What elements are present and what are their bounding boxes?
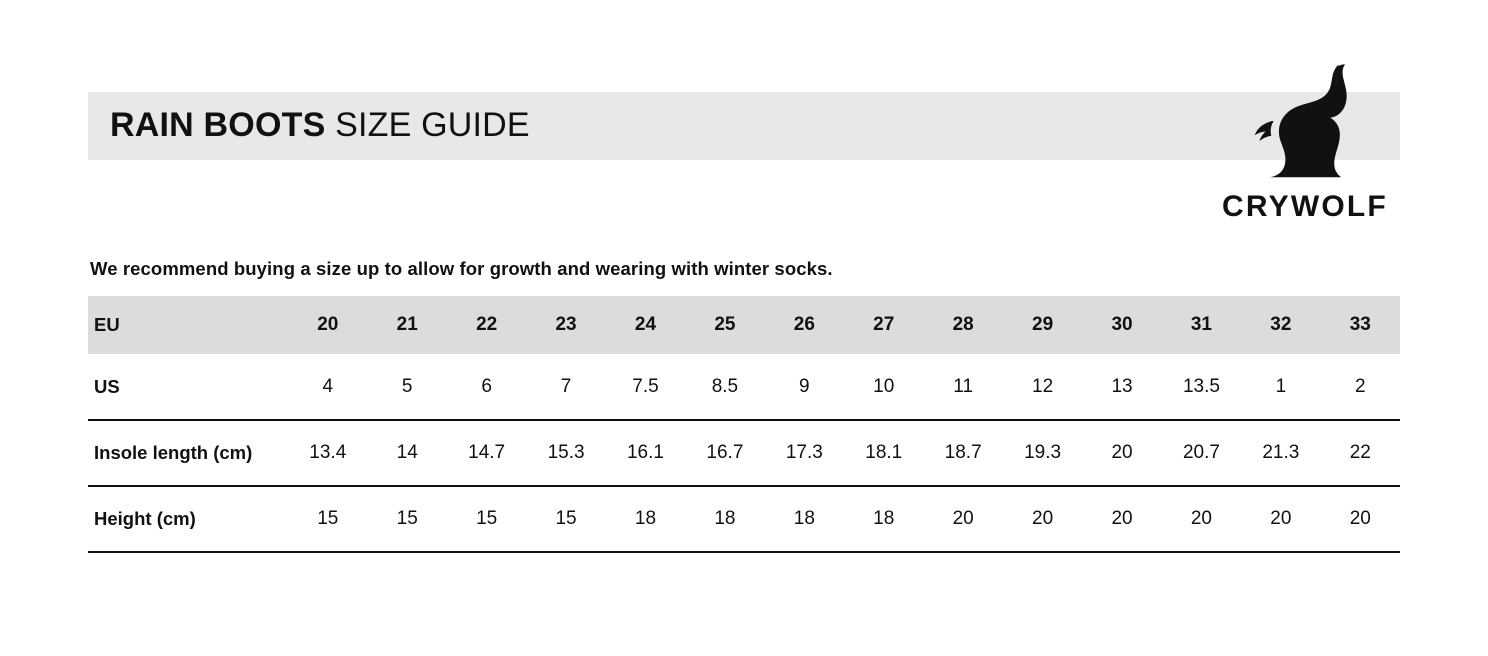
cell: 17.3 [765, 420, 844, 486]
brand-logo [1210, 60, 1400, 225]
cell: 26 [765, 296, 844, 354]
brand-name: CRYWOLF [1222, 190, 1388, 223]
cell: 18 [685, 486, 764, 552]
cell: 12 [1003, 354, 1082, 420]
row-label: US [88, 354, 288, 420]
cell: 13.4 [288, 420, 367, 486]
cell: 6 [447, 354, 526, 420]
cell: 15 [288, 486, 367, 552]
cell: 20 [923, 486, 1002, 552]
cell: 15 [526, 486, 605, 552]
cell: 15 [447, 486, 526, 552]
cell: 13.5 [1162, 354, 1241, 420]
cell: 31 [1162, 296, 1241, 354]
cell: 18.1 [844, 420, 923, 486]
howling-wolf-icon [1230, 60, 1380, 188]
cell: 30 [1082, 296, 1161, 354]
cell: 23 [526, 296, 605, 354]
table-row [88, 420, 1400, 486]
cell: 21 [368, 296, 447, 354]
cell: 14 [368, 420, 447, 486]
cell: 20 [1082, 486, 1161, 552]
cell: 18 [844, 486, 923, 552]
size-table [88, 296, 1400, 553]
cell: 8.5 [685, 354, 764, 420]
cell: 5 [368, 354, 447, 420]
cell: 15.3 [526, 420, 605, 486]
table-row [88, 354, 1400, 420]
cell: 21.3 [1241, 420, 1320, 486]
page-title-strong: RAIN BOOTS [110, 106, 326, 144]
cell: 24 [606, 296, 685, 354]
cell: 7.5 [606, 354, 685, 420]
cell: 11 [923, 354, 1002, 420]
cell: 32 [1241, 296, 1320, 354]
page-title [110, 103, 530, 147]
cell: 4 [288, 354, 367, 420]
cell: 28 [923, 296, 1002, 354]
size-table-wrapper [88, 296, 1400, 553]
cell: 29 [1003, 296, 1082, 354]
cell: 20 [1082, 420, 1161, 486]
cell: 20 [1321, 486, 1400, 552]
cell: 7 [526, 354, 605, 420]
cell: 33 [1321, 296, 1400, 354]
row-label: Insole length (cm) [88, 420, 288, 486]
cell: 1 [1241, 354, 1320, 420]
row-label: Height (cm) [88, 486, 288, 552]
cell: 20 [288, 296, 367, 354]
row-label: EU [88, 296, 288, 354]
table-row [88, 486, 1400, 552]
cell: 10 [844, 354, 923, 420]
recommendation-note: We recommend buying a size up to allow for growth and wearing with winter socks. [90, 258, 833, 279]
cell: 13 [1082, 354, 1161, 420]
cell: 22 [1321, 420, 1400, 486]
cell: 16.1 [606, 420, 685, 486]
cell: 18 [765, 486, 844, 552]
cell: 18 [606, 486, 685, 552]
cell: 27 [844, 296, 923, 354]
cell: 19.3 [1003, 420, 1082, 486]
cell: 20 [1003, 486, 1082, 552]
cell: 18.7 [923, 420, 1002, 486]
cell: 16.7 [685, 420, 764, 486]
cell: 20 [1162, 486, 1241, 552]
page-title-light: SIZE GUIDE [325, 106, 530, 144]
cell: 9 [765, 354, 844, 420]
cell: 22 [447, 296, 526, 354]
cell: 20.7 [1162, 420, 1241, 486]
table-row [88, 296, 1400, 354]
cell: 25 [685, 296, 764, 354]
cell: 2 [1321, 354, 1400, 420]
cell: 14.7 [447, 420, 526, 486]
cell: 20 [1241, 486, 1320, 552]
cell: 15 [368, 486, 447, 552]
